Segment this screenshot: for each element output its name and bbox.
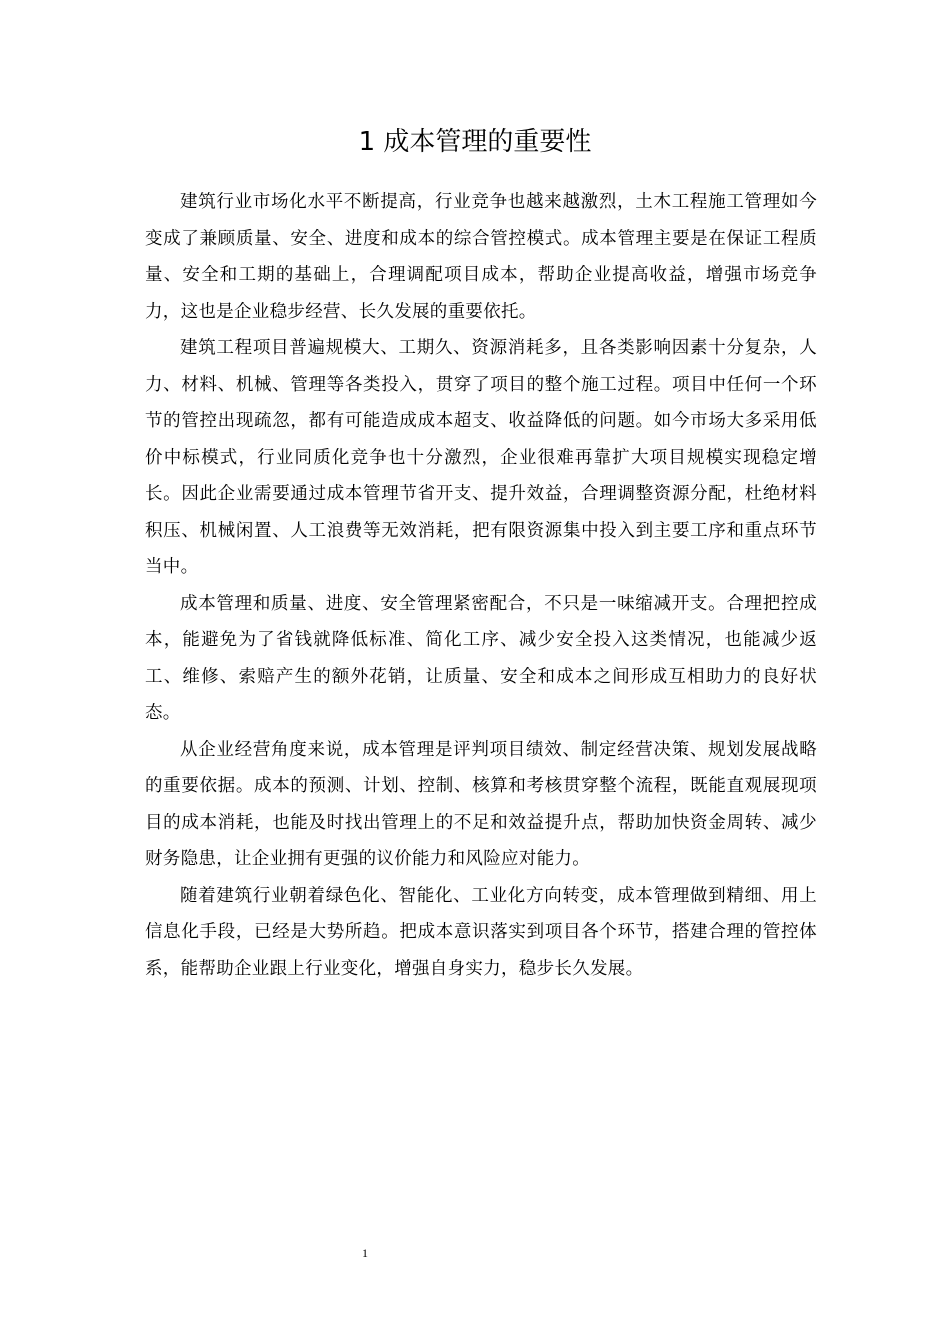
paragraph-1: 建筑行业市场化水平不断提高，行业竞争也越来越激烈，土木工程施工管理如今变成了兼顾质量、安全、进度和成本的综合管控模式。成本管理主要是在保证工程质量、安全和工期的基础上，合理调配项目成本，帮助企业提高收益，增强市场竞争力，这也是企业稳步经营、长久发展的重要依托。 [145, 192, 817, 322]
paragraph-5: 随着建筑行业朝着绿色化、智能化、工业化方向转变，成本管理做到精细、用上信息化手段，已经是大势所趋。把成本意识落实到项目各个环节，搭建合理的管控体系，能帮助企业跟上行业变化，增强自身实力，稳步长久发展。 [145, 885, 817, 979]
paragraph-2: 建筑工程项目普遍规模大、工期久、资源消耗多，且各类影响因素十分复杂，人力、材料、机械、管理等各类投入，贯穿了项目的整个施工过程。项目中任何一个环节的管控出现疏忽，都有可能造成成本超支、收益降低的问题。如今市场大多采用低价中标模式，行业同质化竞争也十分激烈，企业很难再靠扩大项目规模实现稳定增长。因此企业需要通过成本管理节省开支、提升效益，合理调整资源分配，杜绝材料积压、机械闲置、人工浪费等无效消耗，把有限资源集中投入到主要工序和重点环节当中。 [145, 338, 817, 577]
paragraph-3: 成本管理和质量、进度、安全管理紧密配合，不只是一味缩减开支。合理把控成本，能避免为了省钱就降低标准、简化工序、减少安全投入这类情况，也能减少返工、维修、索赔产生的额外花销，让质量、安全和成本之间形成互相助力的良好状态。 [145, 593, 817, 723]
page-number: 1 [362, 1246, 368, 1260]
section-title: 1 成本管理的重要性 [358, 127, 592, 157]
paragraph-4: 从企业经营角度来说，成本管理是评判项目绩效、制定经营决策、规划发展战略的重要依据。成本的预测、计划、控制、核算和考核贯穿整个流程，既能直观展现项目的成本消耗，也能及时找出管理上的不足和效益提升点，帮助加快资金周转、减少财务隐患，让企业拥有更强的议价能力和风险应对能力。 [145, 739, 817, 869]
body-text [145, 184, 817, 987]
